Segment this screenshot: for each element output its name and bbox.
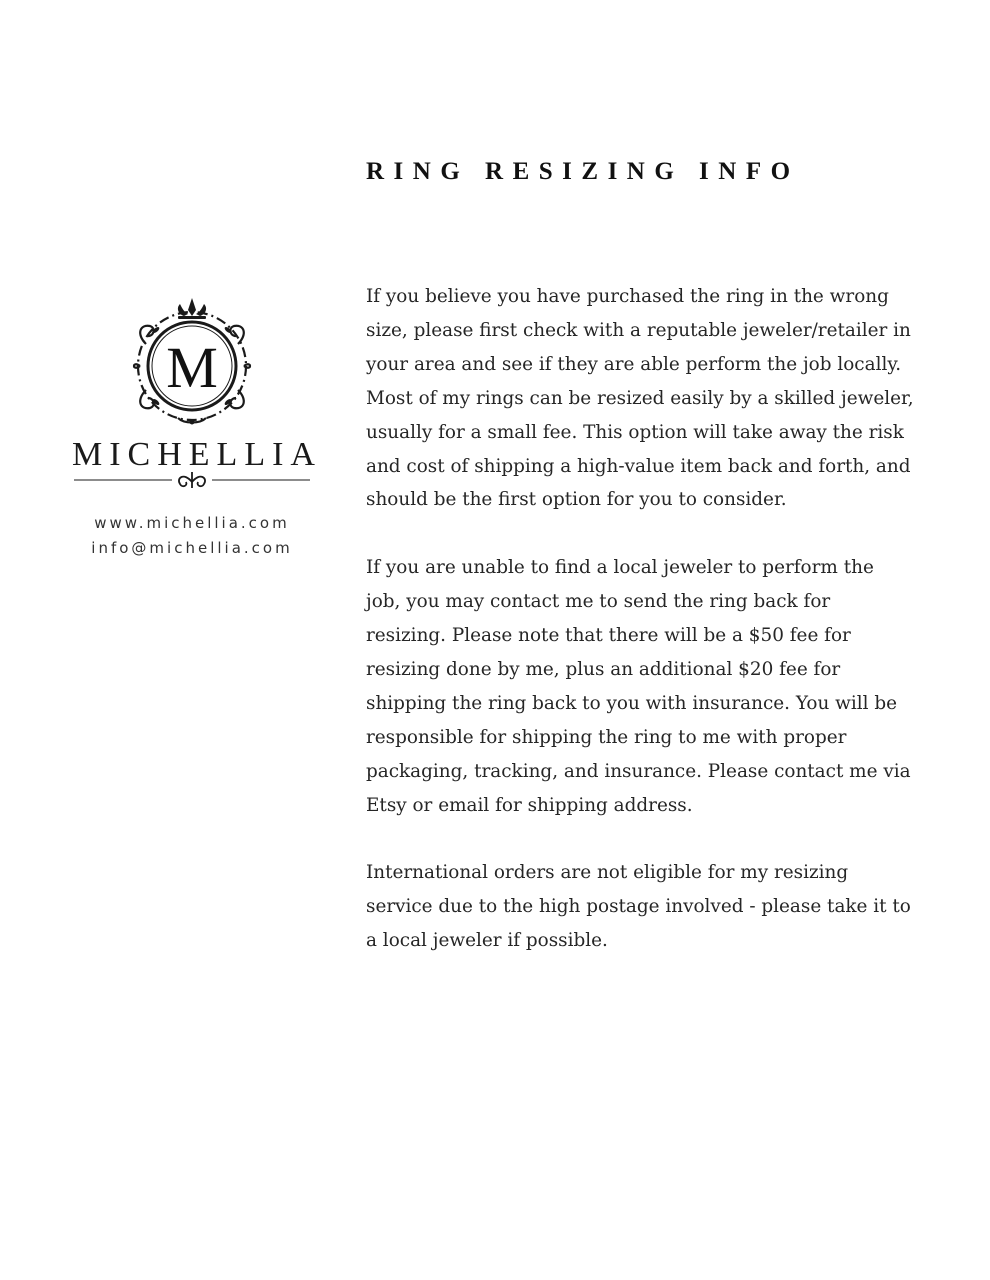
email-link[interactable]: info@michellia.com xyxy=(91,539,293,557)
paragraph-resizing-fees: If you are unable to find a local jeweler to perform the job, you may contact me to send the ring back for resizing. Please note that there will be a $50 fee for resizing done by me, plus an additional $20 fee for shipping the ring back to you with insurance. You will be responsible for shipping the ring to me with proper packaging, tracking, and insurance. Please contact me via Etsy or email for shipping address. xyxy=(366,557,911,816)
logo-monogram: M xyxy=(166,335,218,400)
body-text xyxy=(366,280,914,992)
page-title: RING RESIZING INFO xyxy=(366,158,800,185)
brand-name: MICHELLIA xyxy=(72,436,322,473)
brand-divider-ornament xyxy=(72,470,312,494)
website-link[interactable]: www.michellia.com xyxy=(94,514,290,532)
michellia-logo-emblem xyxy=(126,294,258,426)
paragraph-international-orders: International orders are not eligible for my resizing service due to the high postage involved - please take it to a local jeweler if possible. xyxy=(366,862,911,952)
paragraph-local-jeweler: If you believe you have purchased the ring in the wrong size, please first check with a reputable jeweler/retailer in your area and see if they are able perform the job locally. Most of my rings can be resized easily by a skilled jeweler, usually for a small fee. This option will take away the risk and cost of shipping a high-value item back and forth, and should be the first option for you to consider. xyxy=(366,286,914,511)
crown-icon xyxy=(178,298,206,319)
